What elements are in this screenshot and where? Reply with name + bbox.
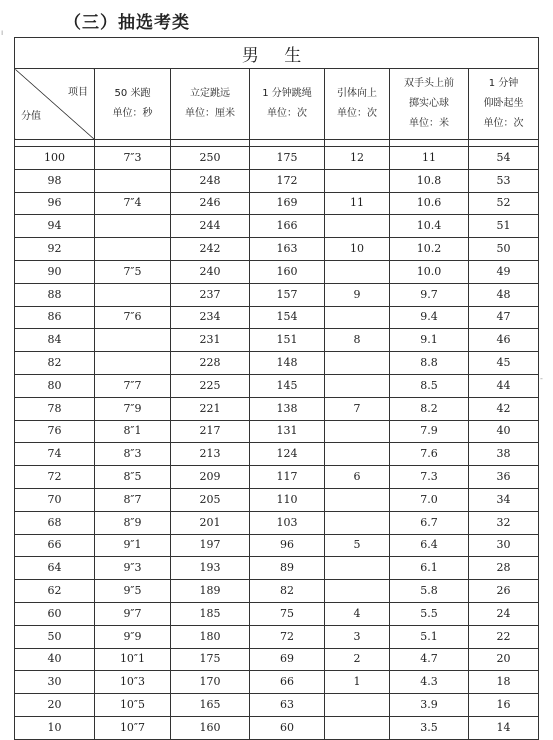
ball-throw-cell: 7.6	[390, 443, 469, 466]
rope-skip-cell: 172	[250, 169, 325, 192]
run-50m-cell	[95, 283, 171, 306]
table-body	[15, 147, 539, 740]
pull-up-cell	[325, 169, 390, 192]
score-cell: 98	[15, 169, 95, 192]
ball-throw-cell: 5.5	[390, 602, 469, 625]
rope-skip-cell: 60	[250, 716, 325, 739]
run-50m-cell	[95, 352, 171, 375]
sit-up-cell: 18	[469, 671, 539, 694]
table-row	[15, 557, 539, 580]
score-cell: 96	[15, 192, 95, 215]
table-row	[15, 283, 539, 306]
rope-skip-cell: 138	[250, 397, 325, 420]
sit-up-cell: 20	[469, 648, 539, 671]
ball-throw-cell: 10.8	[390, 169, 469, 192]
rope-skip-cell: 131	[250, 420, 325, 443]
pull-up-cell	[325, 260, 390, 283]
ball-throw-cell: 6.7	[390, 511, 469, 534]
sit-up-cell: 22	[469, 625, 539, 648]
spacer-row	[15, 140, 539, 147]
rope-skip-cell: 66	[250, 671, 325, 694]
ball-throw-cell: 8.2	[390, 397, 469, 420]
rope-skip-cell: 117	[250, 466, 325, 489]
score-cell: 92	[15, 238, 95, 261]
ball-throw-cell: 8.8	[390, 352, 469, 375]
long-jump-cell: 180	[171, 625, 250, 648]
score-cell: 50	[15, 625, 95, 648]
column-header-row	[15, 69, 539, 140]
score-cell: 20	[15, 694, 95, 717]
score-cell: 10	[15, 716, 95, 739]
score-cell: 84	[15, 329, 95, 352]
sit-up-cell: 42	[469, 397, 539, 420]
header-pull-ups: 引体向上 单位：次	[325, 69, 390, 140]
long-jump-cell: 205	[171, 488, 250, 511]
table-row	[15, 352, 539, 375]
rope-skip-cell: 110	[250, 488, 325, 511]
rope-skip-cell: 160	[250, 260, 325, 283]
run-50m-cell: 7″7	[95, 374, 171, 397]
run-50m-cell: 9″5	[95, 580, 171, 603]
run-50m-cell: 8″3	[95, 443, 171, 466]
table-row	[15, 260, 539, 283]
long-jump-cell: 160	[171, 716, 250, 739]
long-jump-cell: 213	[171, 443, 250, 466]
score-cell: 88	[15, 283, 95, 306]
run-50m-cell: 8″7	[95, 488, 171, 511]
header-rope-skipping: 1 分钟跳绳 单位：次	[250, 69, 325, 140]
pull-up-cell: 2	[325, 648, 390, 671]
rope-skip-cell: 75	[250, 602, 325, 625]
table-row	[15, 420, 539, 443]
pull-up-cell	[325, 694, 390, 717]
table-row	[15, 329, 539, 352]
pull-up-cell	[325, 215, 390, 238]
pull-up-cell	[325, 352, 390, 375]
table-row	[15, 397, 539, 420]
margin-mark-icon: ı	[1, 28, 4, 37]
rope-skip-cell: 72	[250, 625, 325, 648]
pull-up-cell: 1	[325, 671, 390, 694]
sit-up-cell: 50	[469, 238, 539, 261]
pull-up-cell	[325, 511, 390, 534]
gender-header: 男 生	[15, 38, 539, 69]
long-jump-cell: 246	[171, 192, 250, 215]
ball-throw-cell: 8.5	[390, 374, 469, 397]
pull-up-cell	[325, 374, 390, 397]
ball-throw-cell: 6.4	[390, 534, 469, 557]
long-jump-cell: 217	[171, 420, 250, 443]
ball-throw-cell: 3.9	[390, 694, 469, 717]
long-jump-cell: 244	[171, 215, 250, 238]
rope-skip-cell: 82	[250, 580, 325, 603]
table-row	[15, 648, 539, 671]
rope-skip-cell: 148	[250, 352, 325, 375]
pull-up-cell: 7	[325, 397, 390, 420]
sit-up-cell: 46	[469, 329, 539, 352]
score-cell: 66	[15, 534, 95, 557]
score-cell: 70	[15, 488, 95, 511]
header-standing-long-jump: 立定跳远 单位：厘米	[171, 69, 250, 140]
ball-throw-cell: 4.7	[390, 648, 469, 671]
run-50m-cell: 8″9	[95, 511, 171, 534]
sit-up-cell: 24	[469, 602, 539, 625]
margin-mark-icon: -	[540, 374, 543, 383]
long-jump-cell: 234	[171, 306, 250, 329]
table-row	[15, 192, 539, 215]
table-row	[15, 534, 539, 557]
sit-up-cell: 28	[469, 557, 539, 580]
run-50m-cell: 7″4	[95, 192, 171, 215]
pull-up-cell	[325, 306, 390, 329]
ball-throw-cell: 10.4	[390, 215, 469, 238]
rope-skip-cell: 69	[250, 648, 325, 671]
pull-up-cell: 8	[325, 329, 390, 352]
rope-skip-cell: 103	[250, 511, 325, 534]
ball-throw-cell: 10.6	[390, 192, 469, 215]
run-50m-cell	[95, 238, 171, 261]
sit-up-cell: 53	[469, 169, 539, 192]
pull-up-cell: 6	[325, 466, 390, 489]
pull-up-cell	[325, 420, 390, 443]
long-jump-cell: 193	[171, 557, 250, 580]
sit-up-cell: 26	[469, 580, 539, 603]
sit-up-cell: 38	[469, 443, 539, 466]
run-50m-cell	[95, 169, 171, 192]
sit-up-cell: 30	[469, 534, 539, 557]
score-table	[14, 37, 539, 740]
pull-up-cell	[325, 488, 390, 511]
sit-up-cell: 44	[469, 374, 539, 397]
ball-throw-cell: 7.9	[390, 420, 469, 443]
table-row	[15, 169, 539, 192]
run-50m-cell: 10″3	[95, 671, 171, 694]
run-50m-cell: 9″1	[95, 534, 171, 557]
table-row	[15, 602, 539, 625]
long-jump-cell: 228	[171, 352, 250, 375]
score-cell: 76	[15, 420, 95, 443]
rope-skip-cell: 163	[250, 238, 325, 261]
long-jump-cell: 225	[171, 374, 250, 397]
long-jump-cell: 201	[171, 511, 250, 534]
ball-throw-cell: 11	[390, 147, 469, 170]
ball-throw-cell: 3.5	[390, 716, 469, 739]
long-jump-cell: 209	[171, 466, 250, 489]
pull-up-cell	[325, 580, 390, 603]
long-jump-cell: 175	[171, 648, 250, 671]
table-row	[15, 716, 539, 739]
rope-skip-cell: 166	[250, 215, 325, 238]
sit-up-cell: 16	[469, 694, 539, 717]
sit-up-cell: 36	[469, 466, 539, 489]
table-row	[15, 671, 539, 694]
pull-up-cell: 4	[325, 602, 390, 625]
score-cell: 78	[15, 397, 95, 420]
run-50m-cell: 7″6	[95, 306, 171, 329]
ball-throw-cell: 5.1	[390, 625, 469, 648]
gender-header-row	[15, 38, 539, 69]
score-cell: 72	[15, 466, 95, 489]
long-jump-cell: 240	[171, 260, 250, 283]
header-sit-ups: 1 分钟 仰卧起坐 单位：次	[469, 69, 539, 140]
ball-throw-cell: 4.3	[390, 671, 469, 694]
ball-throw-cell: 7.3	[390, 466, 469, 489]
run-50m-cell: 10″5	[95, 694, 171, 717]
sit-up-cell: 45	[469, 352, 539, 375]
pull-up-cell	[325, 716, 390, 739]
run-50m-cell	[95, 215, 171, 238]
score-cell: 30	[15, 671, 95, 694]
rope-skip-cell: 63	[250, 694, 325, 717]
pull-up-cell: 5	[325, 534, 390, 557]
header-50m-run: 50 米跑 单位：秒	[95, 69, 171, 140]
long-jump-cell: 221	[171, 397, 250, 420]
run-50m-cell: 10″7	[95, 716, 171, 739]
rope-skip-cell: 124	[250, 443, 325, 466]
score-cell: 40	[15, 648, 95, 671]
long-jump-cell: 189	[171, 580, 250, 603]
run-50m-cell	[95, 329, 171, 352]
ball-throw-cell: 10.2	[390, 238, 469, 261]
ball-throw-cell: 6.1	[390, 557, 469, 580]
ball-throw-cell: 9.4	[390, 306, 469, 329]
ball-throw-cell: 9.7	[390, 283, 469, 306]
run-50m-cell: 8″1	[95, 420, 171, 443]
table-row	[15, 511, 539, 534]
pull-up-cell	[325, 557, 390, 580]
score-cell: 68	[15, 511, 95, 534]
page-title: （三）抽选考类	[64, 13, 190, 33]
score-label: 分值	[21, 111, 41, 122]
score-cell: 94	[15, 215, 95, 238]
sit-up-cell: 49	[469, 260, 539, 283]
table-row	[15, 488, 539, 511]
long-jump-cell: 197	[171, 534, 250, 557]
rope-skip-cell: 175	[250, 147, 325, 170]
run-50m-cell: 8″5	[95, 466, 171, 489]
rope-skip-cell: 89	[250, 557, 325, 580]
sit-up-cell: 51	[469, 215, 539, 238]
sit-up-cell: 54	[469, 147, 539, 170]
score-cell: 74	[15, 443, 95, 466]
score-cell: 80	[15, 374, 95, 397]
table-row	[15, 580, 539, 603]
long-jump-cell: 248	[171, 169, 250, 192]
pull-up-cell: 12	[325, 147, 390, 170]
run-50m-cell: 10″1	[95, 648, 171, 671]
long-jump-cell: 231	[171, 329, 250, 352]
sit-up-cell: 52	[469, 192, 539, 215]
score-cell: 86	[15, 306, 95, 329]
score-cell: 62	[15, 580, 95, 603]
run-50m-cell: 9″7	[95, 602, 171, 625]
rope-skip-cell: 145	[250, 374, 325, 397]
run-50m-cell: 9″9	[95, 625, 171, 648]
long-jump-cell: 242	[171, 238, 250, 261]
item-label: 项目	[68, 87, 88, 98]
table-row	[15, 694, 539, 717]
sit-up-cell: 48	[469, 283, 539, 306]
score-cell: 64	[15, 557, 95, 580]
ball-throw-cell: 9.1	[390, 329, 469, 352]
table-row	[15, 147, 539, 170]
run-50m-cell: 7″3	[95, 147, 171, 170]
run-50m-cell: 7″5	[95, 260, 171, 283]
pull-up-cell: 11	[325, 192, 390, 215]
long-jump-cell: 185	[171, 602, 250, 625]
diagonal-header-cell	[15, 69, 95, 140]
sit-up-cell: 40	[469, 420, 539, 443]
table-row	[15, 306, 539, 329]
pull-up-cell: 3	[325, 625, 390, 648]
table-row	[15, 374, 539, 397]
pull-up-cell: 9	[325, 283, 390, 306]
ball-throw-cell: 10.0	[390, 260, 469, 283]
pull-up-cell	[325, 443, 390, 466]
pull-up-cell: 10	[325, 238, 390, 261]
table-row	[15, 466, 539, 489]
header-medicine-ball-throw: 双手头上前 掷实心球 单位：米	[390, 69, 469, 140]
table-row	[15, 443, 539, 466]
sit-up-cell: 47	[469, 306, 539, 329]
table-row	[15, 215, 539, 238]
rope-skip-cell: 96	[250, 534, 325, 557]
rope-skip-cell: 154	[250, 306, 325, 329]
score-cell: 60	[15, 602, 95, 625]
sit-up-cell: 32	[469, 511, 539, 534]
table-row	[15, 238, 539, 261]
score-cell: 90	[15, 260, 95, 283]
long-jump-cell: 250	[171, 147, 250, 170]
ball-throw-cell: 5.8	[390, 580, 469, 603]
ball-throw-cell: 7.0	[390, 488, 469, 511]
score-cell: 82	[15, 352, 95, 375]
rope-skip-cell: 169	[250, 192, 325, 215]
sit-up-cell: 14	[469, 716, 539, 739]
run-50m-cell: 9″3	[95, 557, 171, 580]
sit-up-cell: 34	[469, 488, 539, 511]
long-jump-cell: 165	[171, 694, 250, 717]
long-jump-cell: 237	[171, 283, 250, 306]
run-50m-cell: 7″9	[95, 397, 171, 420]
table-row	[15, 625, 539, 648]
score-cell: 100	[15, 147, 95, 170]
rope-skip-cell: 151	[250, 329, 325, 352]
rope-skip-cell: 157	[250, 283, 325, 306]
long-jump-cell: 170	[171, 671, 250, 694]
